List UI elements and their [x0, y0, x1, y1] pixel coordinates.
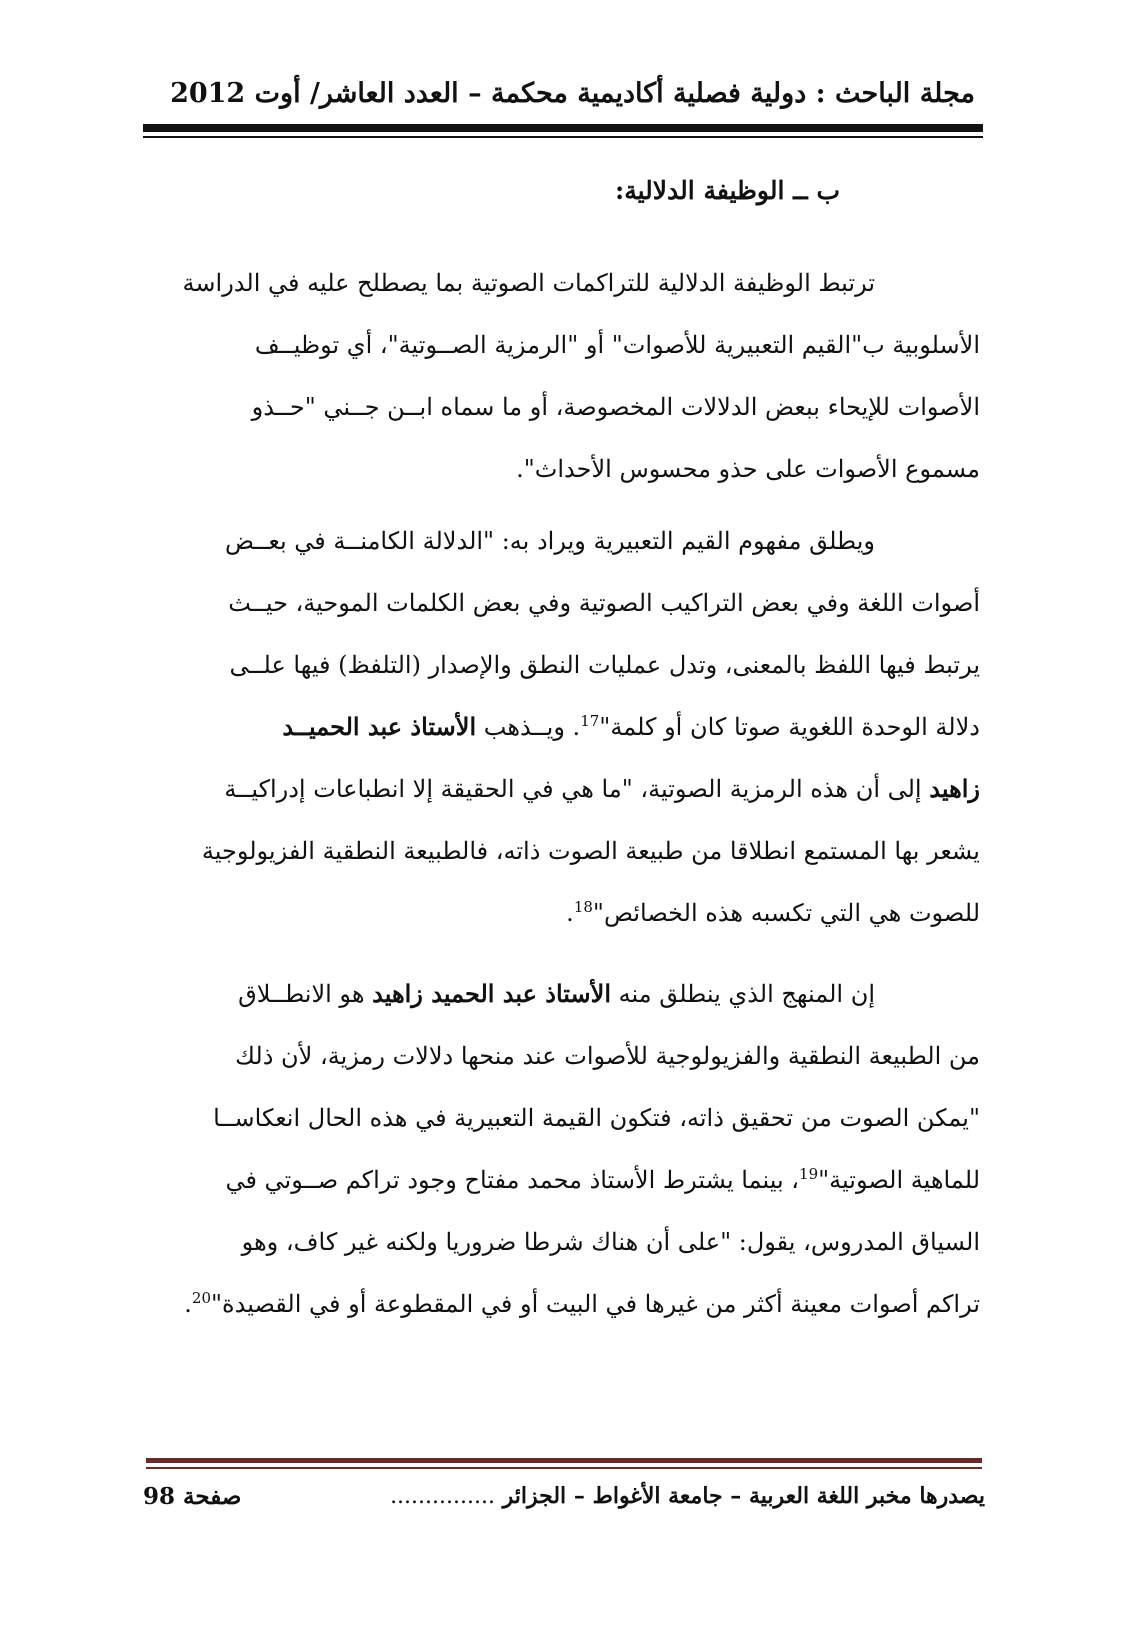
- page-label: صفحة: [183, 1483, 242, 1510]
- page-number: 98: [143, 1483, 176, 1510]
- paragraph-line: الأصوات للإيحاء ببعض الدلالات المخصوصة، أو ما سماه ابــن جــني "حــذو: [251, 393, 980, 421]
- line-text: دلالة الوحدة اللغوية صوتا كان أو كلمة": [599, 713, 980, 741]
- author-name-bold: الأستاذ عبد الحميــد: [282, 712, 477, 741]
- footer-publisher-text: يصدرها مخبر اللغة العربية – جامعة الأغواط – الجزائر: [502, 1483, 985, 1509]
- paragraph-line: "يمكن الصوت من تحقيق ذاته، فتكون القيمة التعبيرية في هذه الحال انعكاســا: [213, 1104, 980, 1132]
- journal-header-title: مجلة الباحث : دولية فصلية أكاديمية محكمة – العدد العاشر/ أوت 2012: [170, 78, 975, 109]
- line-text: للماهية الصوتية": [818, 1166, 980, 1194]
- paragraph-line: [150, 963, 980, 1025]
- paragraph-line: السياق المدروس، يقول: "على أن هناك شرطا ضروريا ولكنه غير كاف، وهو: [241, 1228, 980, 1256]
- author-name-bold: زاهيد: [929, 774, 980, 803]
- paragraph-line: من الطبيعة النطقية والفزيولوجية للأصوات عند منحها دلالات رمزية، لأن ذلك: [235, 1042, 980, 1070]
- paragraph-line: يرتبط فيها اللفظ بالمعنى، وتدل عمليات النطق والإصدار (التلفظ) فيها علــى: [229, 651, 980, 679]
- paragraph-line: ويطلق مفهوم القيم التعبيرية ويراد به: "الدلالة الكامنــة في بعــض: [224, 527, 875, 555]
- footnote-ref-19: 19: [799, 1165, 819, 1183]
- paragraph-line: [150, 882, 980, 944]
- author-name-bold: الأستاذ عبد الحميد زاهيد: [372, 979, 611, 1008]
- header-rule-thick: [143, 124, 983, 132]
- footnote-ref-17: 17: [580, 712, 600, 730]
- paragraph-line: [150, 696, 980, 758]
- line-text: .: [566, 899, 574, 927]
- paragraph-line: ترتبط الوظيفة الدلالية للتراكمات الصوتية بما يصطلح عليه في الدراسة: [182, 269, 875, 297]
- paragraph-line: يشعر بها المستمع انطلاقا من طبيعة الصوت ذاته، فالطبيعة النطقية الفزيولوجية: [201, 837, 980, 865]
- line-text: هو الانطــلاق: [238, 980, 373, 1008]
- header-rule-thin: [143, 136, 983, 138]
- paragraph-1: [150, 252, 980, 500]
- paragraph-2: [150, 510, 980, 944]
- footnote-ref-18: 18: [573, 898, 593, 916]
- line-text: تراكم أصوات معينة أكثر من غيرها في البيت أو في المقطوعة أو في القصيدة": [211, 1290, 980, 1318]
- line-text: .: [184, 1290, 192, 1318]
- line-text: إلى أن هذه الرمزية الصوتية، "ما هي في الحقيقة إلا انطباعات إدراكيــة: [224, 775, 930, 803]
- footer-rule-thick: [146, 1458, 982, 1463]
- paragraph-line: [150, 758, 980, 820]
- paragraph-line: أصوات اللغة وفي بعض التراكيب الصوتية وفي بعض الكلمات الموحية، حيــث: [228, 589, 980, 617]
- paragraph-line: [150, 1149, 980, 1211]
- line-text: للصوت هي التي تكسبه هذه الخصائص": [592, 899, 980, 927]
- line-text: إن المنهج الذي ينطلق منه: [611, 980, 875, 1008]
- section-heading: ب ــ الوظيفة الدلالية:: [615, 176, 840, 205]
- footer-publisher: [330, 1483, 985, 1509]
- footnote-ref-20: 20: [191, 1289, 211, 1307]
- paragraph-3: [150, 963, 980, 1335]
- paragraph-line: الأسلوبية ب"القيم التعبيرية للأصوات" أو "الرمزية الصــوتية"، أي توظيــف: [254, 331, 980, 359]
- line-text: ، بينما يشترط الأستاذ محمد مفتاح وجود تراكم صــوتي في: [225, 1166, 800, 1194]
- footer-rule-thin: [146, 1467, 982, 1469]
- footer-dots: ...............: [390, 1484, 495, 1509]
- footer-page-number: [143, 1483, 313, 1510]
- line-text: . ويــذهب: [476, 713, 581, 741]
- paragraph-line: مسموع الأصوات على حذو محسوس الأحداث".: [516, 455, 980, 483]
- paragraph-line: [150, 1273, 980, 1335]
